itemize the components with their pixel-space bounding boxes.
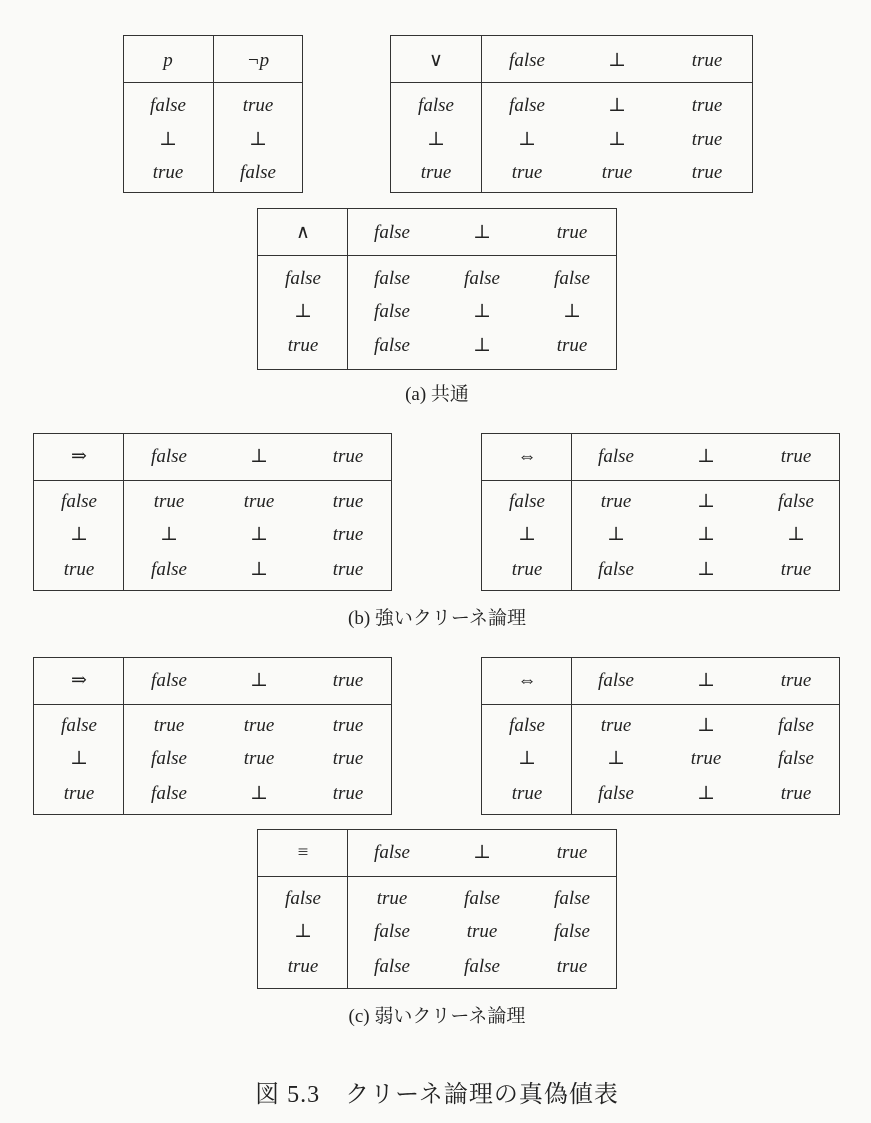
table-cell: ⊥ [787,524,805,545]
row-header: true [63,783,95,804]
column-header: ⊥ [250,670,268,691]
table-cell: ⊥ [250,559,268,580]
table-cell: true [332,491,364,512]
table-cell: false [374,268,410,289]
table-cell: true [332,559,364,580]
row-header: ⊥ [518,524,536,545]
table-cell: ⊥ [697,715,715,736]
table-cell: true [243,715,275,736]
column-header: false [151,446,187,467]
table-cell: true [556,335,588,356]
truth-table-weak-implies [33,657,392,815]
table-cell: false [778,715,814,736]
table-cell: true [600,491,632,512]
table-cell: ⊥ [159,129,177,150]
table-cell: true [243,748,275,769]
column-header: false [374,842,410,863]
table-divider-horizontal [258,255,616,256]
table-cell: true [601,162,633,183]
column-header: ⊥ [473,842,491,863]
row-header: ⊥ [518,748,536,769]
table-cell: true [600,715,632,736]
table-divider-horizontal [124,82,302,83]
table-cell: ⊥ [607,748,625,769]
caption-b: (b) 強いクリーネ論理 [348,608,526,629]
row-header: false [285,268,321,289]
row-header: true [287,335,319,356]
table-cell: ⊥ [160,524,178,545]
column-header: false [509,50,545,71]
table-cell: false [151,559,187,580]
table-divider-horizontal [482,480,839,481]
table-cell: false [150,95,186,116]
table-cell: true [243,491,275,512]
table-divider-horizontal [34,704,391,705]
table-cell: false [509,95,545,116]
table-cell: true [376,888,408,909]
table-cell: false [598,783,634,804]
table-cell: ⊥ [473,301,491,322]
column-header: ⊥ [250,446,268,467]
row-header: false [285,888,321,909]
row-header: false [61,491,97,512]
row-header: ⊥ [70,748,88,769]
table-cell: ⊥ [249,129,267,150]
table-divider-horizontal [34,480,391,481]
table-cell: true [780,783,812,804]
table-cell: false [240,162,276,183]
table-cell: ⊥ [607,524,625,545]
table-cell: false [151,783,187,804]
table-cell: true [511,162,543,183]
table-cell: false [374,956,410,977]
table-cell: true [690,748,722,769]
table-cell: false [554,921,590,942]
figure-title: 図 5.3 クリーネ論理の真偽値表 [255,1082,619,1108]
operator-symbol: ⇒ [71,670,87,691]
table-cell: ⊥ [697,559,715,580]
table-cell: ⊥ [697,783,715,804]
table-cell: true [242,95,274,116]
operator-symbol: ⇔ [517,446,537,467]
truth-table-weak-equiv [257,829,617,989]
truth-table-strong-implies [33,433,392,591]
row-header: true [63,559,95,580]
column-header: true [332,446,364,467]
table-cell: false [374,301,410,322]
table-cell: true [466,921,498,942]
column-header: ⊥ [697,446,715,467]
table-cell: true [152,162,184,183]
row-header: true [511,559,543,580]
table-cell: true [691,162,723,183]
table-cell: true [332,783,364,804]
table-cell: ⊥ [250,783,268,804]
column-header: false [374,222,410,243]
truth-table-and [257,208,617,370]
column-header: true [332,670,364,691]
table-cell: true [332,715,364,736]
row-header: true [511,783,543,804]
truth-table-neg [123,35,303,193]
table-cell: true [780,559,812,580]
table-divider-horizontal [482,704,839,705]
operator-symbol: ≡ [297,842,309,863]
table-cell: false [464,956,500,977]
table-cell: false [554,268,590,289]
operator-symbol: ⇔ [517,670,537,691]
table-cell: false [151,748,187,769]
table-cell: false [778,491,814,512]
column-header: false [151,670,187,691]
table-cell: ⊥ [697,524,715,545]
table-cell: ⊥ [608,95,626,116]
table-cell: true [556,956,588,977]
column-header: ⊥ [608,50,626,71]
table-cell: ⊥ [697,491,715,512]
operator-symbol: ∨ [429,50,443,71]
row-header: false [61,715,97,736]
operator-symbol: ⇒ [71,446,87,467]
table-cell: ⊥ [473,335,491,356]
row-header: true [287,956,319,977]
row-header: false [418,95,454,116]
truth-table-or [390,35,753,193]
table-cell: false [778,748,814,769]
truth-table-weak-iff [481,657,840,815]
column-header: false [598,446,634,467]
table-cell: false [374,335,410,356]
column-header: true [556,222,588,243]
table-cell: ⊥ [563,301,581,322]
table-cell: false [554,888,590,909]
column-header: false [598,670,634,691]
table-cell: true [153,491,185,512]
column-header: p [163,50,173,71]
truth-table-strong-iff [481,433,840,591]
column-header: true [556,842,588,863]
table-cell: true [691,95,723,116]
column-header: true [780,446,812,467]
table-cell: false [464,888,500,909]
table-cell: true [332,748,364,769]
table-cell: ⊥ [518,129,536,150]
column-header: ⊥ [473,222,491,243]
table-cell: true [691,129,723,150]
table-divider-horizontal [391,82,752,83]
table-cell: false [598,559,634,580]
table-cell: ⊥ [608,129,626,150]
operator-symbol: ∧ [296,222,310,243]
table-cell: false [464,268,500,289]
table-cell: true [153,715,185,736]
column-header: ¬p [246,50,270,71]
row-header: false [509,491,545,512]
caption-c: (c) 弱いクリーネ論理 [348,1006,526,1027]
table-cell: ⊥ [250,524,268,545]
column-header: true [691,50,723,71]
row-header: ⊥ [294,921,312,942]
row-header: true [420,162,452,183]
table-cell: false [374,921,410,942]
row-header: ⊥ [427,129,445,150]
column-header: ⊥ [697,670,715,691]
caption-a: (a) 共通 [405,384,469,405]
column-header: true [780,670,812,691]
row-header: ⊥ [294,301,312,322]
row-header: false [509,715,545,736]
row-header: ⊥ [70,524,88,545]
table-cell: true [332,524,364,545]
table-divider-horizontal [258,876,616,877]
